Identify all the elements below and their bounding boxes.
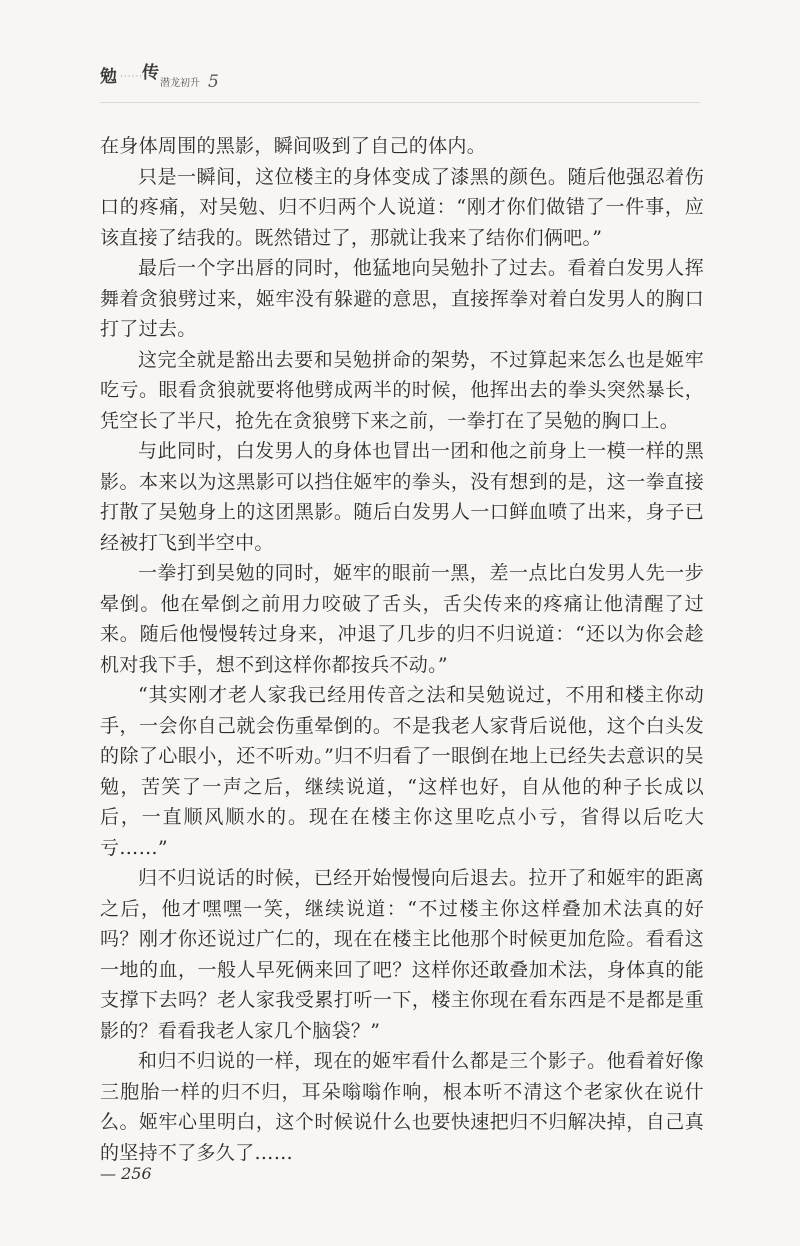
paragraph: 和归不归说的一样，现在的姬牢看什么都是三个影子。他看着好像三胞胎一样的归不归，耳朵嗡嗡作响，根本听不清这个老家伙在说什么。姬牢心里明白，这个时候说什么也要快速把归不归解决掉，自己真的坚持不了多久了…… [100,1050,704,1164]
paragraph: 只是一瞬间，这位楼主的身体变成了漆黑的颜色。随后他强忍着伤口的疼痛，对吴勉、归不归两个人说道：“刚才你们做错了一件事，应该直接了结我的。既然错过了，那就让我来了结你们俩吧。” [100,165,704,249]
header-volume-number: 5 [208,72,219,92]
paragraph: “其实刚才老人家我已经用传音之法和吴勉说过，不用和楼主你动手，一会你自己就会伤重晕倒的。不是我老人家背后说他，这个白头发的除了心眼小，还不听劝。”归不归看了一眼倒在地上已经失去意识的吴勉，苦笑了一声之后，继续说道，“这样也好，自从他的种子长成以后，一直顺风顺水的。现在在楼主你这里吃点小亏，省得以后吃大亏……” [100,684,704,859]
header-decoration: ······· [120,72,148,82]
header-title-char-2: 传 [142,63,159,83]
header-rule [100,102,700,103]
paragraph: 在身体周围的黑影，瞬间吸到了自己的体内。 [100,135,487,157]
body-text [100,131,704,1168]
paragraph: 与此同时，白发男人的身体也冒出一团和他之前身上一模一样的黑影。本来以为这黑影可以挡住姬牢的拳头，没有想到的是，这一拳直接打散了吴勉身上的这团黑影。随后白发男人一口鲜血喷了出来，身子已经被打飞到半空中。 [100,440,704,554]
paragraph: 一拳打到吴勉的同时，姬牢的眼前一黑，差一点比白发男人先一步晕倒。他在晕倒之前用力咬破了舌头，舌尖传来的疼痛让他清醒了过来。随后他慢慢转过身来，冲退了几步的归不归说道：“还以为你会趁机对我下手，想不到这样你都按兵不动。” [100,562,704,676]
paragraph: 归不归说话的时候，已经开始慢慢向后退去。拉开了和姬牢的距离之后，他才嘿嘿一笑，继续说道：“不过楼主你这样叠加术法真的好吗？刚才你还说过广仁的，现在在楼主比他那个时候更加危险。看看这一地的血，一般人早死俩来回了吧？这样你还敢叠加术法，身体真的能支撑下去吗？老人家我受累打听一下，楼主你现在看东西是不是都是重影的？看看我老人家几个脑袋？” [100,867,704,1042]
paragraph: 这完全就是豁出去要和吴勉拼命的架势，不过算起来怎么也是姬牢吃亏。眼看贪狼就要将他劈成两半的时候，他挥出去的拳头突然暴长，凭空长了半尺，抢先在贪狼劈下来之前，一拳打在了吴勉的胸口上。 [100,348,704,432]
running-header [100,58,300,94]
header-title-char-1: 勉 [100,67,117,87]
page-number: — 256 [100,1164,152,1183]
paragraph: 最后一个字出唇的同时，他猛地向吴勉扑了过去。看着白发男人挥舞着贪狼劈过来，姬牢没有躲避的意思，直接挥拳对着白发男人的胸口打了过去。 [100,257,704,340]
header-subtitle: 潜龙初升 [160,78,200,89]
